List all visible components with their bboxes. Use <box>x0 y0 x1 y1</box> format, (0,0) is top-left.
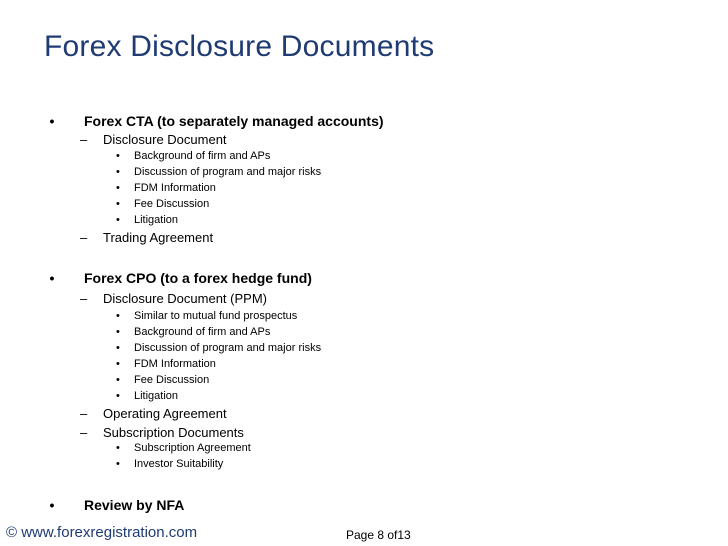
footer-page-number: Page 8 of13 <box>346 528 411 542</box>
subsubbullet-text: Similar to mutual fund prospectus <box>134 310 298 322</box>
bullet-icon: • <box>116 390 120 402</box>
bullet-icon: • <box>116 374 120 386</box>
bullet-text: Forex CTA (to separately managed accounts) <box>84 113 384 129</box>
subsubbullet-text: Discussion of program and major risks <box>134 342 322 354</box>
bullet-icon: • <box>116 442 120 454</box>
subsubbullet-text: Background of firm and APs <box>134 150 271 162</box>
subsubbullet-text: FDM Information <box>134 358 216 370</box>
dash-icon: – <box>80 230 88 245</box>
subsubbullet-text: Subscription Agreement <box>134 442 251 454</box>
subsubbullet-text: Litigation <box>134 390 179 402</box>
bullet-icon: • <box>116 342 120 354</box>
subsubbullet-text: FDM Information <box>134 182 216 194</box>
subbullet-text: Operating Agreement <box>103 406 227 421</box>
subsubbullet-text: Fee Discussion <box>134 374 210 386</box>
subbullet-text: Subscription Documents <box>103 425 244 440</box>
slide-title: Forex Disclosure Documents <box>44 30 435 63</box>
bullet-icon: • <box>49 113 55 129</box>
bullet-icon: • <box>116 166 120 178</box>
subbullet-text: Trading Agreement <box>103 230 214 245</box>
bullet-icon: • <box>49 497 55 513</box>
dash-icon: – <box>80 132 88 147</box>
bullet-icon: • <box>116 182 120 194</box>
footer-website: © www.forexregistration.com <box>6 524 198 541</box>
bullet-text: Review by NFA <box>84 497 185 513</box>
subsubbullet-text: Litigation <box>134 214 179 226</box>
subsubbullet-text: Background of firm and APs <box>134 326 271 338</box>
subsubbullet-text: Discussion of program and major risks <box>134 166 322 178</box>
dash-icon: – <box>80 406 88 421</box>
dash-icon: – <box>80 425 88 440</box>
subbullet-text: Disclosure Document (PPM) <box>103 291 267 306</box>
bullet-text: Forex CPO (to a forex hedge fund) <box>84 270 312 286</box>
bullet-icon: • <box>116 214 120 226</box>
bullet-icon: • <box>116 198 120 210</box>
bullet-icon: • <box>116 150 120 162</box>
subbullet-text: Disclosure Document <box>103 132 227 147</box>
subsubbullet-text: Investor Suitability <box>134 458 224 470</box>
bullet-icon: • <box>116 326 120 338</box>
bullet-icon: • <box>116 358 120 370</box>
dash-icon: – <box>80 291 88 306</box>
bullet-icon: • <box>116 458 120 470</box>
bullet-icon: • <box>49 270 55 286</box>
bullet-icon: • <box>116 310 120 322</box>
subsubbullet-text: Fee Discussion <box>134 198 210 210</box>
